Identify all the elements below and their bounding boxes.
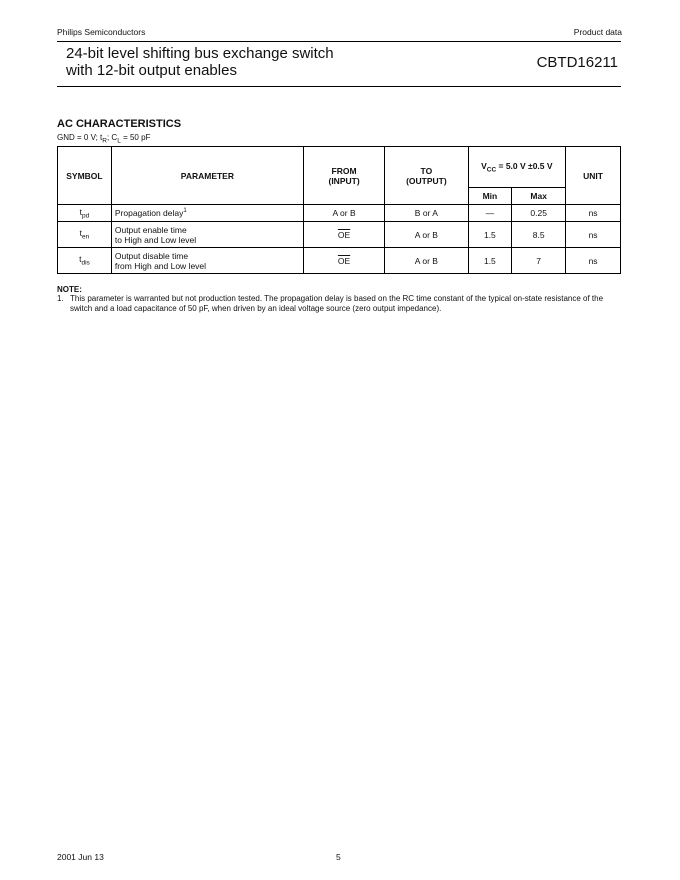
cell-max: 0.25: [512, 205, 566, 222]
ac-characteristics-table: [57, 146, 621, 274]
cell-parameter: Output enable time to High and Low level: [111, 222, 303, 248]
cell-unit: ns: [566, 222, 621, 248]
cell-unit: ns: [566, 205, 621, 222]
title-line-2: with 12-bit output enables: [66, 62, 237, 79]
footnote-text: This parameter is warranted but not production tested. The propagation delay is based on the RC time constant of the typical on-state resistance of the switch and a load capacitance of 50 pF, when driven by an ideal voltage source (zero output impedance).: [70, 294, 604, 313]
cell-to: B or A: [385, 205, 468, 222]
title-rule: [57, 86, 621, 87]
cell-min: 1.5: [468, 248, 512, 274]
cell-from: $\overline{OE}$: [303, 222, 384, 248]
document-title: [66, 45, 334, 79]
cell-to: A or B: [385, 248, 468, 274]
footer-date: 2001 Jun 13: [57, 852, 104, 862]
company-name: Philips Semiconductors: [57, 27, 146, 37]
title-line-1: 24-bit level shifting bus exchange switch: [66, 45, 334, 62]
header-symbol: SYMBOL: [58, 147, 112, 205]
cell-symbol: $t_{dis}$: [58, 248, 112, 274]
cell-parameter: Output disable time from High and Low level: [111, 248, 303, 274]
footnote-number: 1.: [57, 294, 64, 303]
cell-symbol: $t_{en}$: [58, 222, 112, 248]
table-row: [58, 222, 621, 248]
cell-to: A or B: [385, 222, 468, 248]
cell-parameter: Propagation delay$^1$: [111, 205, 303, 222]
document-type: Product data: [573, 27, 622, 37]
cell-from: A or B: [303, 205, 384, 222]
note-heading: NOTE:: [57, 285, 82, 294]
header-max: Max: [512, 188, 566, 205]
table-header-row: [58, 147, 621, 188]
cell-symbol: $t_{pd}$: [58, 205, 112, 222]
cell-max: 8.5: [512, 222, 566, 248]
header-unit: UNIT: [566, 147, 621, 205]
header-vcc: $V_{CC} = 5.0$ V ±0.5 V: [468, 147, 566, 188]
part-number: CBTD16211: [536, 54, 618, 71]
cell-min: —: [468, 205, 512, 222]
header-parameter: PARAMETER: [111, 147, 303, 205]
header-to: TO (OUTPUT): [385, 147, 468, 205]
header-min: Min: [468, 188, 512, 205]
cell-unit: ns: [566, 248, 621, 274]
cell-max: 7: [512, 248, 566, 274]
test-conditions: GND = 0 V; $t_R$; $C_L = 50$ pF: [57, 133, 151, 145]
section-heading: AC CHARACTERISTICS: [57, 118, 182, 130]
table-row: [58, 248, 621, 274]
header-rule: [57, 41, 621, 42]
cell-from: $\overline{OE}$: [303, 248, 384, 274]
page-number: 5: [336, 852, 341, 862]
header-from: FROM (INPUT): [303, 147, 384, 205]
footnote: [57, 294, 621, 314]
table-row: [58, 205, 621, 222]
cell-min: 1.5: [468, 222, 512, 248]
